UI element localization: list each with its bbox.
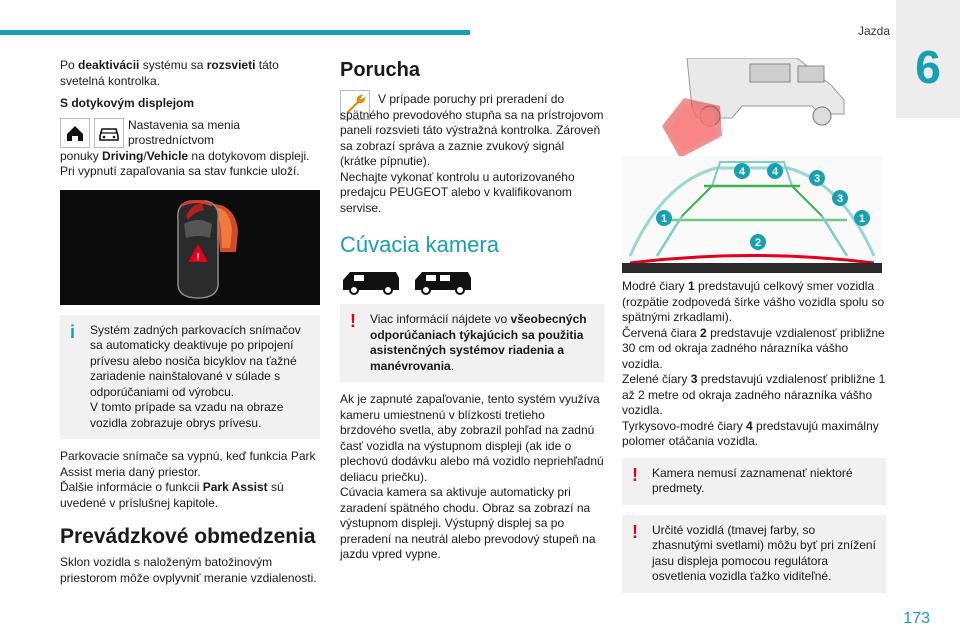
- label-2: 2: [754, 237, 762, 249]
- camera-objects-text: Kamera nemusí zaznamenať niektoré predmety.: [652, 465, 853, 495]
- page-number: 173: [903, 610, 930, 627]
- dark-vehicles-text: Určité vozidlá (tmavej farby, so zhasnutými svetlami) môžu byť pri znížení jasu displeja pomocou regulátora osvetlenia vozidla ťažko viditeľné.: [652, 522, 876, 583]
- trailer-info-note: [60, 315, 320, 440]
- label-1-right: 1: [858, 213, 866, 225]
- label-3-top: 3: [813, 173, 821, 185]
- park-assist-paragraph: Parkovacie snímače sa vypnú, keď funkcia Park Assist meria daný priestor.: [60, 449, 316, 479]
- column-right: [622, 58, 886, 603]
- recommendations-text: Viac informácií nájdete vo všeobecných odporúčaniach týkajúcich sa použitia asistenčných systémov riadenia a manévrovania.: [370, 312, 587, 373]
- turquoise-lines-paragraph: Tyrkysovo-modré čiary 4 predstavujú maximálny polomer otáčania vozidla.: [622, 418, 879, 448]
- label-4-right: 4: [771, 166, 779, 178]
- chapter-color-bar: [0, 30, 470, 35]
- blue-lines-paragraph: Modré čiary 1 predstavujú celkový smer vozidla (rozpätie zodpovedá šírke vášho vozidla spolu so spätnými zrkadlami).: [622, 279, 885, 324]
- warning-icon: !: [632, 521, 638, 542]
- general-recommendations-note: [340, 304, 604, 382]
- parking-sensor-image: [60, 190, 320, 305]
- camera-objects-note: [622, 458, 886, 505]
- label-4-left: 4: [738, 166, 746, 178]
- settings-text: Nastavenia sa menia prostredníctvom: [128, 117, 241, 147]
- fault-paragraph: V prípade poruchy pri preradení do spätného prevodového stupňa sa na prístrojovom paneli rozsvieti táto výstražná kontrolka. Zároveň sa zobrazí správa a zaznie zvukový signál (krátke pípnutie).: [340, 92, 604, 168]
- limitations-text: Sklon vozidla s naloženým batožinovým priestorom môže ovplyvniť meranie vzdialenosti.: [60, 555, 317, 585]
- vehicle-type-icons: [340, 268, 604, 296]
- reversing-camera-diagram: [622, 58, 882, 273]
- camera-activation-paragraph: Cúvacia kamera sa aktivuje automaticky pri zaradení spätného chodu. Obraz sa zobrazí na výstupnom displeji. Výstupný displej sa po preradení na neutrál alebo prevodový stupeň na jazdu vpred vypne.: [340, 485, 596, 561]
- green-lines-paragraph: Zelené čiary 3 predstavujú vzdialenosť približne 1 až 2 metre od okraja zadného nárazníka vášho vozidla.: [622, 372, 886, 417]
- chapter-label: Jazda: [857, 24, 890, 38]
- svg-text:!: !: [196, 251, 200, 263]
- warning-icon: !: [632, 464, 638, 485]
- driving-menu-paragraph: ponuky Driving/Vehicle na dotykovom displeji.: [60, 148, 310, 163]
- state-saved-paragraph: Pri vypnutí zapaľovania sa stav funkcie uloží.: [60, 164, 300, 178]
- vehicle-icon: [94, 118, 124, 148]
- touchscreen-subheading: S dotykovým displejom: [60, 96, 195, 110]
- dealer-paragraph: Nechajte vykonať kontrolu u autorizovaného predajcu PEUGEOT alebo v kvalifikovanom servise.: [340, 169, 575, 215]
- reversing-camera-heading: Cúvacia kamera: [340, 232, 499, 257]
- home-icon: [60, 118, 90, 148]
- settings-icon-row: [60, 118, 320, 149]
- van-long-icon: [412, 268, 474, 296]
- trailer-note-text: Systém zadných parkovacích snímačov sa automaticky deaktivuje po pripojení prívesu alebo nosiča bicyklov na ťažné zariadenie nainštalované v súlade s odporúčaniami od výrobcu. V tomto prípade sa vzadu na obraze vozidla zobrazuje obrys prívesu.: [90, 322, 301, 430]
- chapter-number: 6: [915, 41, 941, 93]
- deactivation-paragraph: Po deaktivácii systému sa rozsvieti táto svetelná kontrolka.: [60, 58, 279, 88]
- red-line-paragraph: Červená čiara 2 predstavuje vzdialenosť približne 30 cm od okraja zadného nárazníka vášho vozidla.: [622, 325, 885, 371]
- warning-icon: !: [350, 311, 356, 331]
- dark-vehicles-note: [622, 515, 886, 593]
- park-assist-reference: Ďalšie informácie o funkcii Park Assist sú uvedené v príslušnej kapitole.: [60, 480, 284, 510]
- fault-heading: Porucha: [340, 59, 421, 81]
- camera-location-paragraph: Ak je zapnuté zapaľovanie, tento systém využíva kameru umiestnenú v blízkosti tretieho brzdového svetla, aby zobrazil pohľad na zadnú časť vozidla na výstupnom displeji (ak ide o plechovú dodávku alebo má vozidlo nepriehľadnú deliacu priečku).: [340, 392, 604, 484]
- label-1-left: 1: [660, 213, 668, 225]
- column-left: [60, 58, 320, 586]
- label-3-right: 3: [836, 193, 844, 205]
- info-icon: i: [70, 321, 76, 342]
- limitations-heading: Prevádzkové obmedzenia: [60, 525, 316, 548]
- column-middle: [340, 58, 604, 563]
- van-icon: [340, 268, 402, 296]
